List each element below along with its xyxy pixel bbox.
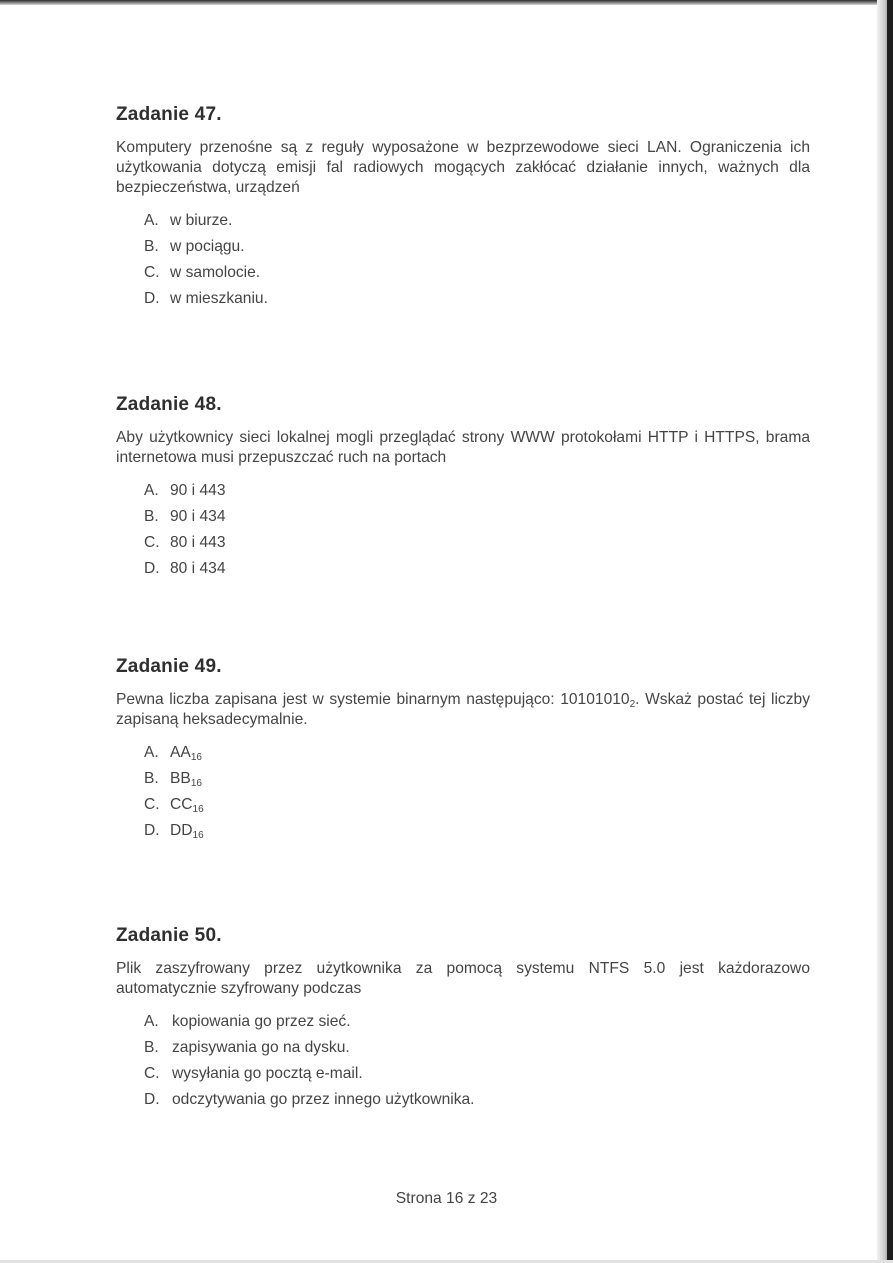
option-text: w samolocie. <box>170 264 261 281</box>
task-question: Aby użytkownicy sieci lokalnej mogli przeglądać strony WWW protokołami HTTP i HTTPS, brama internetowa musi przepuszczać ruch na portach <box>116 429 810 466</box>
question-text-start: Pewna liczba zapisana jest w systemie binarnym następująco: 10101010 <box>116 691 630 708</box>
option-letter: C. <box>144 534 160 551</box>
scan-edge-right-dark <box>887 0 893 1263</box>
task-question: Komputery przenośne są z reguły wyposażone w bezprzewodowe sieci LAN. Ograniczenia ich użytkowania dotyczą emisji fal radiowych mogących zakłócać działanie innych, ważnych dla bezpieczeństwa, urządzeń <box>116 139 810 196</box>
task-47 <box>116 104 810 312</box>
page-number: Strona 16 z 23 <box>395 1190 498 1207</box>
scan-edge-top <box>0 0 893 5</box>
option-letter: D. <box>144 290 160 307</box>
answer-option-c <box>144 530 810 556</box>
option-text: wysyłania go pocztą e-mail. <box>172 1065 363 1082</box>
answer-option-a <box>144 740 810 766</box>
task-question <box>116 690 810 730</box>
answer-option-c <box>144 260 810 286</box>
answer-option-a <box>144 478 810 504</box>
option-letter: C. <box>144 264 160 281</box>
option-text: CC <box>170 796 193 813</box>
option-text: DD <box>170 822 193 839</box>
task-50 <box>116 925 810 1113</box>
option-letter: C. <box>144 796 160 813</box>
option-letter: D. <box>144 1091 160 1108</box>
option-text: BB <box>170 770 191 787</box>
task-title: Zadanie 47. <box>116 104 222 125</box>
option-letter: B. <box>144 238 159 255</box>
hex-base-subscript: 16 <box>190 778 202 789</box>
hex-base-subscript: 16 <box>192 830 204 841</box>
task-question: Plik zaszyfrowany przez użytkownika za pomocą systemu NTFS 5.0 jest każdorazowo automatycznie szyfrowany podczas <box>116 960 810 997</box>
answer-option-c <box>144 792 810 818</box>
option-letter: A. <box>144 744 159 761</box>
option-text: odczytywania go przez innego użytkownika. <box>172 1091 475 1108</box>
answer-option-d <box>144 556 810 582</box>
task-title: Zadanie 50. <box>116 925 222 946</box>
option-letter: B. <box>144 508 159 525</box>
option-text: w mieszkaniu. <box>170 290 268 307</box>
option-letter: B. <box>144 770 159 787</box>
option-letter: D. <box>144 560 160 577</box>
option-text: 80 i 443 <box>170 534 226 551</box>
question-text-end: . Wskaż postać tej liczby zapisaną heksadecymalnie. <box>116 691 810 728</box>
answer-option-b <box>144 504 810 530</box>
binary-base-subscript: 2 <box>629 699 636 710</box>
answer-options <box>116 208 810 312</box>
option-text: kopiowania go przez sieć. <box>172 1013 351 1030</box>
hex-base-subscript: 16 <box>192 804 204 815</box>
option-text: zapisywania go na dysku. <box>172 1039 350 1056</box>
answer-option-c <box>144 1061 810 1087</box>
option-letter: D. <box>144 822 160 839</box>
option-text: 90 i 443 <box>170 482 226 499</box>
option-text: 90 i 434 <box>170 508 226 525</box>
answer-options <box>116 1009 810 1113</box>
option-text: AA <box>170 744 191 761</box>
answer-option-b <box>144 766 810 792</box>
option-text: 80 i 434 <box>170 560 226 577</box>
task-48 <box>116 394 810 582</box>
option-letter: B. <box>144 1039 159 1056</box>
answer-option-d <box>144 286 810 312</box>
option-text: w biurze. <box>170 212 233 229</box>
answer-options <box>116 740 810 844</box>
answer-option-d <box>144 818 810 844</box>
answer-options <box>116 478 810 582</box>
answer-option-b <box>144 1035 810 1061</box>
answer-option-d <box>144 1087 810 1113</box>
option-letter: C. <box>144 1065 160 1082</box>
task-49 <box>116 656 810 844</box>
option-letter: A. <box>144 212 159 229</box>
answer-option-a <box>144 208 810 234</box>
hex-base-subscript: 16 <box>190 752 202 763</box>
option-letter: A. <box>144 482 159 499</box>
answer-option-b <box>144 234 810 260</box>
option-text: w pociągu. <box>170 238 245 255</box>
task-title: Zadanie 48. <box>116 394 222 415</box>
answer-option-a <box>144 1009 810 1035</box>
option-letter: A. <box>144 1013 159 1030</box>
task-title: Zadanie 49. <box>116 656 222 677</box>
